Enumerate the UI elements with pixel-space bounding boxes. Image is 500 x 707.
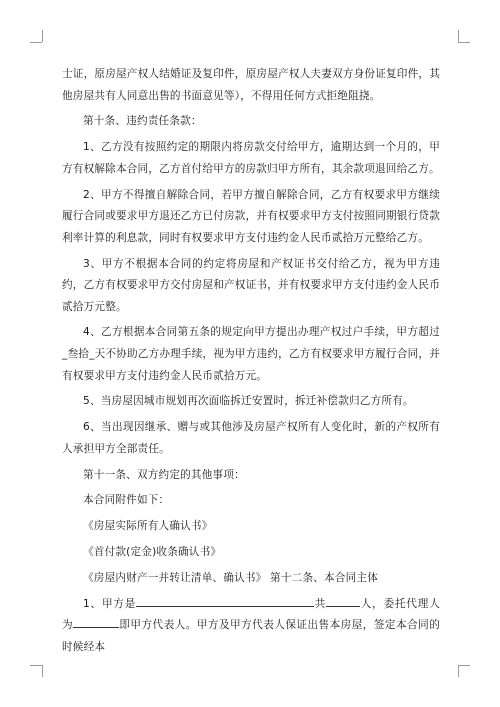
party-a-agent-blank — [73, 615, 83, 628]
clause-10-3: 3、甲方不根据本合同的约定将房屋和产权证书交付给乙方，视为甲方违约，乙方有权要求甲方交付房屋和产权证书，并有权要求甲方支付违约金人民币贰拾万元整。 — [62, 257, 440, 313]
clause-10-4: 4、乙方根据本合同第五条的规定向甲方提出办理产权过户手续，甲方超过_叁拾_天不协助乙方办理手续，视为甲方违约，乙方有权要求甲方履行合同，并有权要求甲方支付违约金人民币贰拾万元。 — [62, 326, 440, 382]
clause-10-6: 6、当出现因继承、赠与或其他涉及房屋产权所有人变化时，新的产权所有人承担甲方全部责任。 — [62, 421, 440, 455]
attachment-item: 《首付款(定金)收条确认书》 — [83, 545, 222, 558]
section-heading-11: 第十一条、双方约定的其他事项： — [83, 468, 245, 481]
crop-mark-top-left — [30, 42, 42, 43]
crop-mark-bottom-right — [458, 665, 459, 677]
party-a-clause — [62, 594, 440, 659]
attachment-item: 《房屋实际所有人确认书》 — [83, 520, 213, 533]
attachment-item: 《房屋内财产一并转让清单、确认书》 第十二条、本合同主体 — [83, 571, 378, 584]
crop-mark-bottom-left — [42, 665, 43, 677]
crop-mark-top-right — [458, 42, 470, 43]
clause-10-5: 5、当房屋因城市规划再次面临拆迁安置时，拆迁补偿款归乙方所有。 — [83, 395, 414, 408]
party-a-count-label: 共 — [314, 597, 327, 610]
clause-10-2: 2、甲方不得擅自解除合同，若甲方擅自解除合同，乙方有权要求甲方继续履行合同或要求甲方退还乙方已付房款，并有权要求甲方支付按照同期银行贷款利率计算的利息款，同时有权要求甲方支付违约金人民币贰拾万元整给乙方。 — [62, 188, 440, 244]
paragraph-continued: 士证，原房屋产权人结婚证及复印件，原房屋产权人夫妻双方身份证复印件，其他房屋共有人同意出售的书面意见等），不得用任何方式拒绝阻挠。 — [62, 68, 440, 102]
party-a-prefix: 1、甲方是 — [83, 597, 137, 610]
crop-mark-top-left — [42, 30, 43, 42]
party-a-name-blank — [136, 594, 314, 607]
party-a-agent-blank-cont — [83, 615, 119, 628]
document-body — [62, 64, 440, 662]
party-a-count-blank — [326, 594, 360, 607]
crop-mark-top-right — [458, 30, 459, 42]
crop-mark-bottom-left — [30, 665, 42, 666]
section-heading-10: 第十条、违约责任条款： — [83, 115, 202, 128]
attachments-intro: 本合同附件如下： — [83, 494, 170, 507]
crop-mark-bottom-right — [458, 665, 470, 666]
clause-10-1: 1、乙方没有按照约定的期限内将房款交付给甲方，逾期达到一个月的，甲方有权解除本合同，乙方首付给甲方的房款归甲方所有，其余款项退回给乙方。 — [62, 141, 440, 175]
party-a-suffix: 即甲方代表人。甲方及甲方代表人保证出售本房屋，签定本合同的时候经本 — [62, 619, 440, 653]
party-a-agent-label: 人，委托代理人为 — [62, 597, 440, 632]
